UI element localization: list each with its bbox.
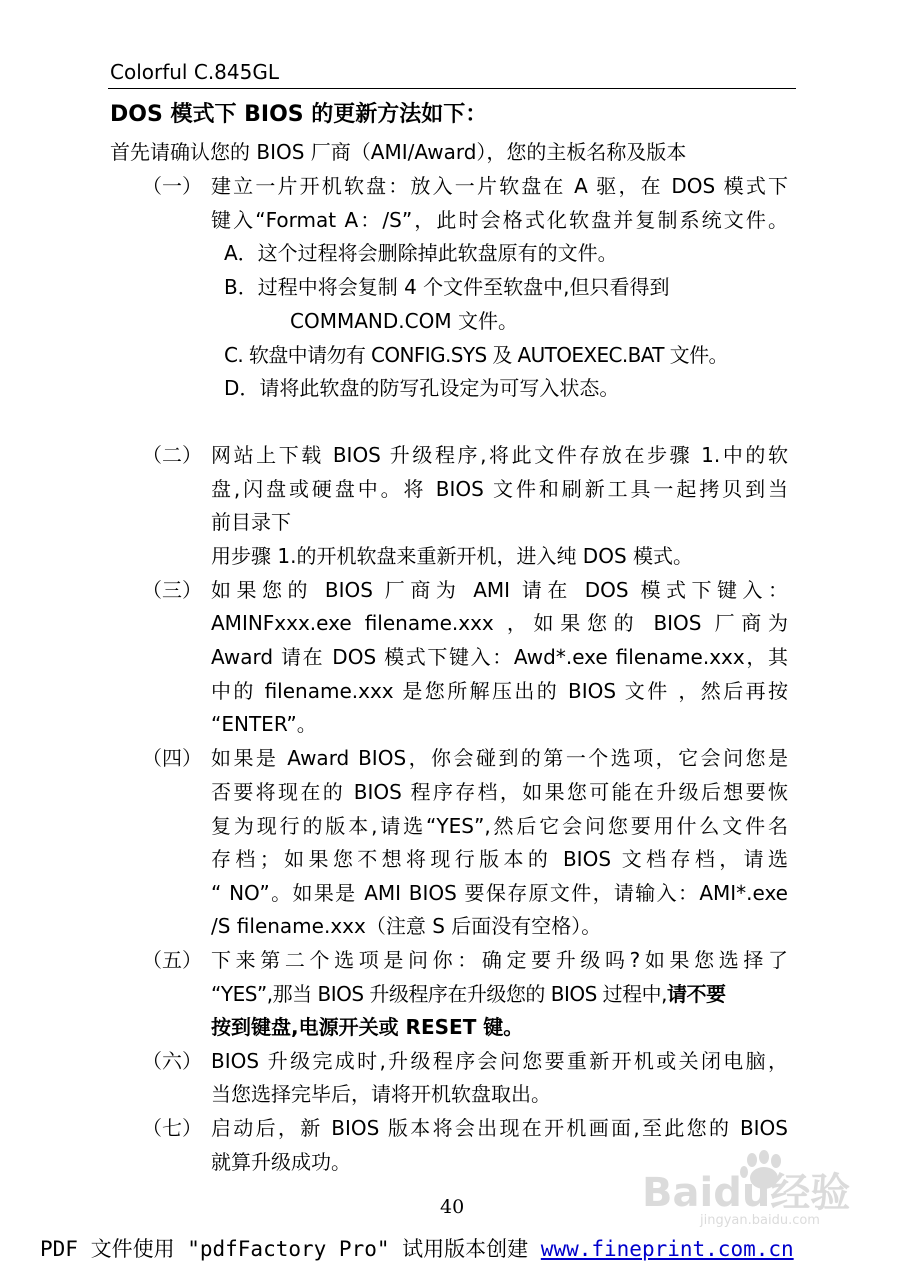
step-7-number: （七） bbox=[142, 1116, 202, 1140]
step-1-note-b-line-1: B．过程中将会复制 4 个文件至软盘中,但只看得到 bbox=[224, 275, 670, 299]
fineprint-link[interactable]: www.fineprint.com.cn bbox=[540, 1237, 794, 1261]
pdf-footer bbox=[40, 1233, 794, 1263]
step-4-line-2: 否要将现在的 BIOS 程序存档，如果您可能在升级后想要恢 bbox=[211, 780, 788, 804]
step-1-note-c: C. 软盘中请勿有 CONFIG.SYS 及 AUTOEXEC.BAT 文件。 bbox=[224, 343, 728, 367]
step-6-line-2: 当您选择完毕后，请将开机软盘取出。 bbox=[211, 1082, 551, 1106]
step-3-line-5: “ENTER”。 bbox=[211, 712, 317, 736]
step-2-line-2: 盘,闪盘或硬盘中。将 BIOS 文件和刷新工具一起拷贝到当 bbox=[211, 477, 788, 501]
step-1-note-d: D．请将此软盘的防写孔设定为可写入状态。 bbox=[224, 376, 620, 400]
step-3-number: （三） bbox=[142, 578, 202, 602]
watermark-url: jingyan.baidu.com bbox=[700, 1213, 820, 1228]
step-2-line-1: 网站上下载 BIOS 升级程序,将此文件存放在步骤 1.中的软 bbox=[211, 443, 788, 467]
page-number: 40 bbox=[440, 1196, 465, 1218]
step-5-warning-start: 请不要 bbox=[667, 982, 726, 1006]
step-5-warning: 按到键盘,电源开关或 RESET 键。 bbox=[211, 1015, 524, 1039]
step-7-line-1: 启动后，新 BIOS 版本将会出现在开机画面,至此您的 BIOS bbox=[211, 1116, 788, 1140]
step-3-line-4: 中的 filename.xxx 是您所解压出的 BIOS 文件 ，然后再按 bbox=[211, 679, 788, 703]
intro-paragraph: 首先请确认您的 BIOS 厂商（AMI/Award），您的主板名称及版本 bbox=[110, 140, 687, 164]
step-1-note-a: A．这个过程将会删除掉此软盘原有的文件。 bbox=[224, 241, 618, 265]
step-1-line-1: 建立一片开机软盘：放入一片软盘在 A 驱，在 DOS 模式下 bbox=[211, 174, 788, 198]
step-4-line-6: /S filename.xxx（注意 S 后面没有空格）。 bbox=[211, 914, 602, 938]
step-4-number: （四） bbox=[142, 746, 202, 770]
step-1-note-b-line-2: COMMAND.COM 文件。 bbox=[290, 309, 518, 333]
step-5-number: （五） bbox=[142, 948, 202, 972]
step-3-line-3: Award 请在 DOS 模式下键入：Awd*.exe filename.xxx，其 bbox=[211, 645, 788, 669]
step-2-line-3: 前目录下 bbox=[211, 510, 291, 534]
step-2-line-4: 用步骤 1.的开机软盘来重新开机，进入纯 DOS 模式。 bbox=[211, 544, 693, 568]
step-6-line-1: BIOS 升级完成时,升级程序会问您要重新开机或关闭电脑， bbox=[211, 1049, 788, 1073]
step-5-line-1: 下来第二个选项是问你：确定要升级吗?如果您选择了 bbox=[211, 948, 788, 972]
step-4-line-4: 存档；如果您不想将现行版本的 BIOS 文档存档，请选 bbox=[211, 847, 788, 871]
footer-text: PDF 文件使用 "pdfFactory Pro" 试用版本创建 bbox=[40, 1237, 541, 1261]
step-3-line-2: AMINFxxx.exe filename.xxx ，如果您的 BIOS 厂商为 bbox=[211, 611, 788, 635]
step-1-number: （一） bbox=[142, 174, 202, 198]
step-4-line-5: “ NO”。如果是 AMI BIOS 要保存原文件，请输入：AMI*.exe bbox=[211, 881, 788, 905]
step-7-line-2: 就算升级成功。 bbox=[211, 1150, 351, 1174]
step-4-line-1: 如果是 Award BIOS，你会碰到的第一个选项，它会问您是 bbox=[211, 746, 788, 770]
step-5-line-2 bbox=[211, 978, 726, 1007]
section-title: DOS 模式下 BIOS 的更新方法如下： bbox=[110, 102, 488, 127]
step-5-line-2-text: “YES”,那当 BIOS 升级程序在升级您的 BIOS 过程中, bbox=[211, 982, 668, 1006]
step-4-line-3: 复为现行的版本,请选“YES”,然后它会问您要用什么文件名 bbox=[211, 814, 788, 838]
step-1-line-2: 键入“Format A：/S”，此时会格式化软盘并复制系统文件。 bbox=[211, 208, 788, 232]
baidu-jingyan-watermark bbox=[640, 1148, 850, 1228]
step-2-number: （二） bbox=[142, 443, 202, 467]
step-6-number: （六） bbox=[142, 1049, 202, 1073]
watermark-brand: Baidu经验 bbox=[642, 1170, 850, 1216]
header-rule bbox=[108, 88, 796, 89]
running-header: Colorful C.845GL bbox=[110, 60, 279, 84]
step-3-line-1: 如果您的 BIOS 厂商为 AMI 请在 DOS 模式下键入： bbox=[211, 578, 788, 602]
